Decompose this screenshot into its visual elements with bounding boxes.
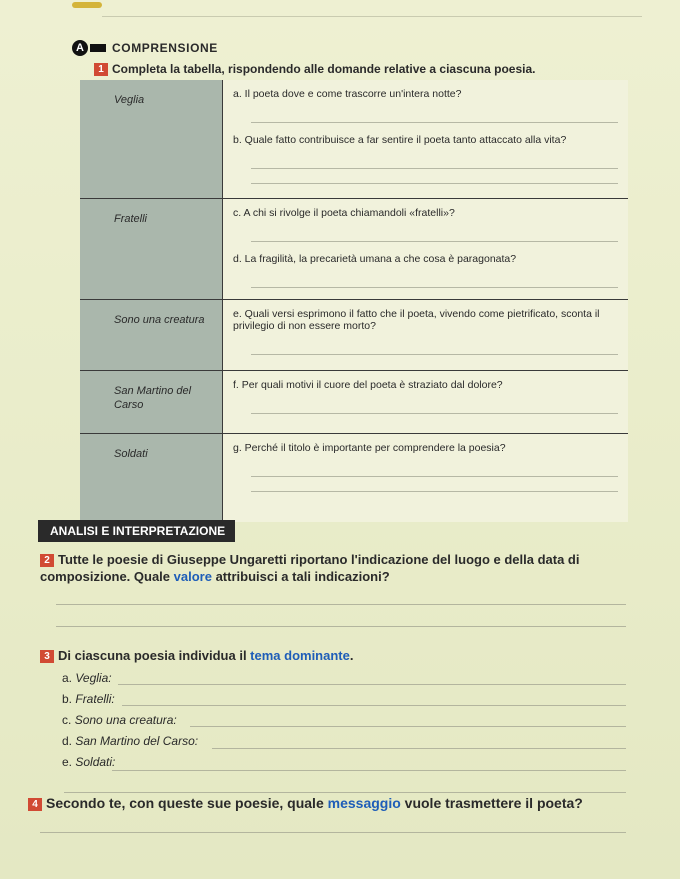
questions-cell — [223, 80, 629, 199]
answer-line[interactable] — [212, 748, 626, 749]
answer-line[interactable] — [251, 491, 618, 492]
question: b. Quale fatto contribuisce a far sentire il poeta tanto attaccato alla vita? — [233, 134, 618, 184]
table-row — [80, 80, 628, 199]
list-item: e. Soldati: — [62, 755, 116, 769]
top-rule — [102, 16, 642, 17]
exercise-number: 3 — [40, 650, 54, 663]
answer-line[interactable] — [112, 770, 626, 771]
poem-title: San Martino del Carso — [80, 371, 223, 434]
exercise-4: 4 Secondo te, con queste sue poesie, quale messaggio vuole trasmettere il poeta? — [28, 795, 583, 811]
poem-title: Soldati — [80, 434, 223, 523]
list-item: b. Fratelli: — [62, 692, 115, 706]
exercise-2: 2 Tutte le poesie di Giuseppe Ungaretti riportano l'indicazione del luogo e della data di composizione. Quale valore attribuisci a tali indicazioni? — [40, 552, 580, 584]
poem-title: Fratelli — [80, 199, 223, 300]
question: a. Il poeta dove e come trascorre un'intera notte? — [233, 88, 618, 134]
table-row — [80, 300, 628, 371]
list-item: a. Veglia: — [62, 671, 112, 685]
questions-cell — [223, 371, 629, 434]
answer-line[interactable] — [56, 604, 626, 605]
question: d. La fragilità, la precarietà umana a che cosa è paragonata? — [233, 253, 618, 299]
exercise-3: 3 Di ciascuna poesia individua il tema dominante. — [40, 648, 353, 663]
exercise-number: 4 — [28, 798, 42, 811]
analysis-section-title: ANALISI E INTERPRETAZIONE — [38, 520, 235, 542]
question: g. Perché il titolo è importante per comprendere la poesia? — [233, 442, 618, 492]
answer-line[interactable] — [190, 726, 626, 727]
section-title: COMPRENSIONE — [112, 41, 218, 55]
question: e. Quali versi esprimono il fatto che il poeta, vivendo come pietrificato, sconta il privilegio di non essere morto? — [233, 308, 618, 355]
answer-line[interactable] — [251, 183, 618, 184]
answer-line[interactable] — [251, 287, 618, 288]
questions-cell — [223, 300, 629, 371]
list-item: d. San Martino del Carso: — [62, 734, 199, 748]
question: c. A chi si rivolge il poeta chiamandoli «fratelli»? — [233, 207, 618, 253]
answer-line[interactable] — [251, 354, 618, 355]
answer-line[interactable] — [40, 832, 626, 833]
section-a-icon: A — [72, 40, 88, 56]
table-row — [80, 199, 628, 300]
answer-line[interactable] — [118, 684, 626, 685]
page-tab-mark — [72, 2, 102, 8]
exercise-number: 1 — [94, 63, 108, 76]
answer-line[interactable] — [251, 241, 618, 242]
answer-line[interactable] — [251, 413, 618, 414]
comprehension-table — [80, 80, 628, 522]
answer-line[interactable] — [251, 476, 618, 477]
exercise-number: 2 — [40, 554, 54, 567]
answer-line[interactable] — [122, 705, 626, 706]
answer-line[interactable] — [64, 792, 626, 793]
poem-title: Sono una creatura — [80, 300, 223, 371]
answer-line[interactable] — [251, 122, 618, 123]
table-row — [80, 434, 628, 523]
section-bar — [90, 44, 106, 52]
table-row — [80, 371, 628, 434]
questions-cell — [223, 434, 629, 523]
answer-line[interactable] — [56, 626, 626, 627]
list-item: c. Sono una creatura: — [62, 713, 177, 727]
question: f. Per quali motivi il cuore del poeta è straziato dal dolore? — [233, 379, 618, 425]
answer-line[interactable] — [251, 168, 618, 169]
exercise-1-instruction: 1 Completa la tabella, rispondendo alle domande relative a ciascuna poesia. — [94, 62, 535, 76]
poem-title: Veglia — [80, 80, 223, 199]
questions-cell — [223, 199, 629, 300]
